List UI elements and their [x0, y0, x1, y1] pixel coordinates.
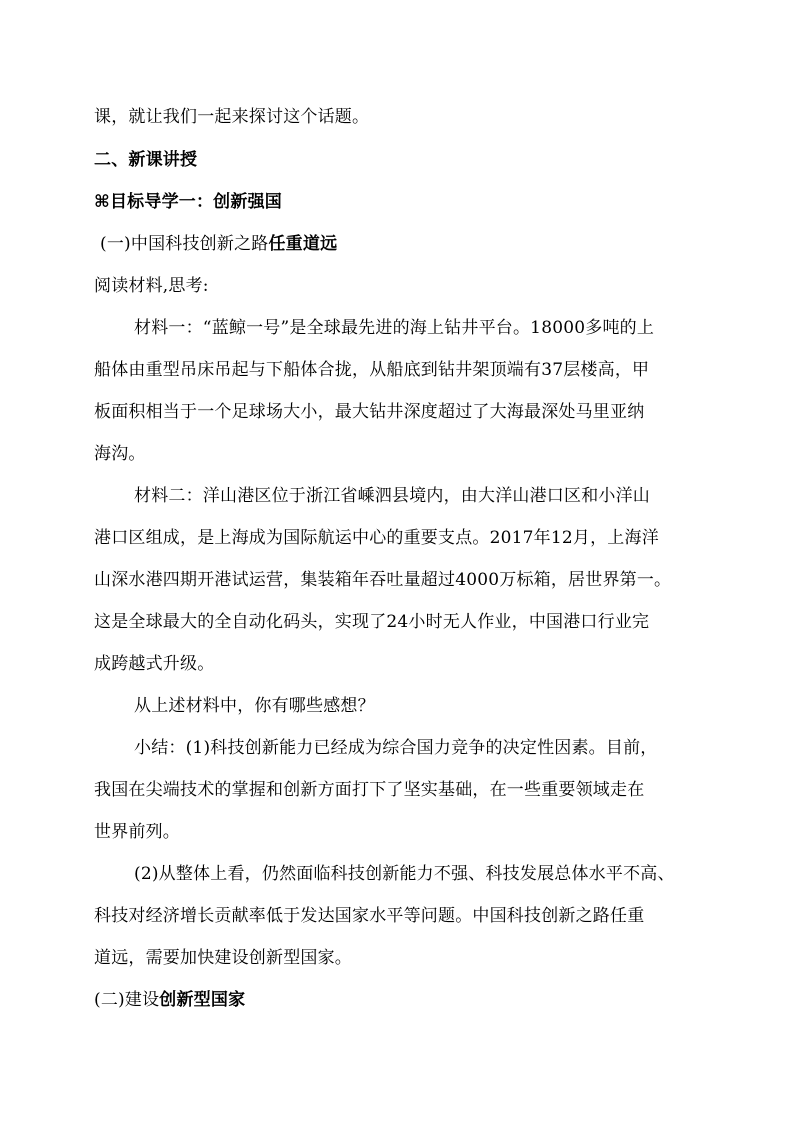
- material-two-line-3: 山深水港四期开港试运营，集装箱年吞吐量超过4000万标箱，居世界第一。: [94, 570, 672, 590]
- material-two-line-2: 港口区组成，是上海成为国际航运中心的重要支点。2017年12月，上海洋: [94, 528, 659, 548]
- summary-line-2: 我国在尖端技术的掌握和创新方面打下了坚实基础，在一些重要领域走在: [94, 780, 645, 800]
- topic-heading-part-regular: (一)中国科技创新之路: [100, 234, 269, 254]
- reflection-question: 从上述材料中，你有哪些感想？: [134, 696, 375, 716]
- summary-point-two-line-2: 科技对经济增长贡献率低于发达国家水平等问题。中国科技创新之路任重: [94, 906, 645, 926]
- material-one-line-4: 海沟。: [94, 444, 146, 464]
- subsection-heading-part-bold: 创新型国家: [159, 990, 246, 1010]
- topic-heading-line: [100, 232, 704, 256]
- material-two-line-5: 成跨越式升级。: [94, 654, 215, 674]
- summary-point-two-line-3: 道远，需要加快建设创新型国家。: [94, 948, 352, 968]
- command-symbol-icon: ⌘: [94, 192, 110, 212]
- subsection-heading-part-regular: (二)建设: [94, 990, 160, 1010]
- reading-instruction: 阅读材料,思考:: [94, 276, 209, 296]
- summary-line-3: 世界前列。: [94, 822, 180, 842]
- material-one-line-2: 船体由重型吊床吊起与下船体合拢，从船底到钻井架顶端有37层楼高，甲: [94, 360, 650, 380]
- summary-point-two-line-1: (2)从整体上看，仍然面临科技创新能力不强、科技发展总体水平不高、: [134, 864, 675, 884]
- material-one-line-3: 板面积相当于一个足球场大小，最大钻井深度超过了大海最深处马里亚纳: [94, 402, 645, 422]
- material-two-line-1: 材料二：洋山港区位于浙江省嵊泗县境内，由大洋山港口区和小洋山: [134, 486, 650, 506]
- summary-line-1: 小结：(1)科技创新能力已经成为综合国力竞争的决定性因素。目前，: [134, 738, 658, 758]
- topic-heading-part-bold: 任重道远: [268, 234, 338, 254]
- text-line-continuation: 课，就让我们一起来探讨这个话题。: [94, 107, 370, 127]
- material-two-line-4: 这是全球最大的全自动化码头，实现了24小时无人作业，中国港口行业完: [94, 612, 650, 632]
- subsection-heading-build-country: [94, 988, 704, 1012]
- material-one-line-1: 材料一：“蓝鲸一号”是全球最先进的海上钻井平台。18000多吨的上: [134, 318, 655, 338]
- goal-heading-text: 目标导学一：创新强国: [109, 192, 282, 212]
- subsection-heading-goal-one: [94, 190, 704, 214]
- section-heading-new-lesson: 二、新课讲授: [94, 150, 198, 170]
